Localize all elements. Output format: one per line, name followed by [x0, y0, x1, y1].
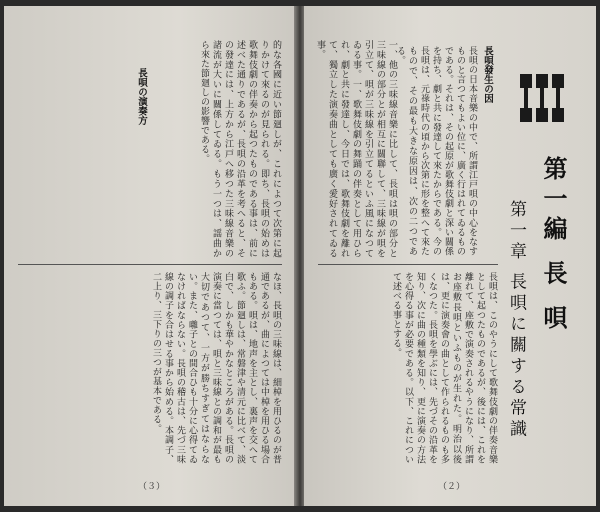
chapter-title: 第一章 長唄に關する常識	[506, 200, 526, 441]
shamisen-emblem-icon	[518, 70, 566, 126]
left-lower-text: なほ、長唄の三味線は、細棹を用ひるのが普通であるが、曲によつては中棹を用ひる場合もある。唄は、地声を主とし、裏声を交へて歌ふ。節廻しは、常磐津や清元に比べて、淡白で、しかも華やかなところがある。長唄の演奏に當つては、唄と三味線との調和が最も大切であつて、一方が勝ちすぎてはならない。また、囃子との間合ひも十分に心得てゐなければならない。長唄の稽古は、先づ三味線の調子を合はせる事から始める。本調子、二上り、三下りの三つが基本である。	[151, 272, 281, 464]
right-page-number: （２）	[438, 482, 466, 492]
right-numbered-points: 一、他の三味線音樂に比して、長唄は唄の部分と三味線の部分とが相互に關聯して、三味線が唄を引立て、唄が三味線を引立てるといふ風になつてゐる事。一、歌舞伎劇の舞踊の伴奏として用ひられ、劇と共に發達し、今日では、歌舞伎劇を離れて、獨立した演奏曲としても廣く愛好されてゐる事。	[315, 40, 397, 258]
right-upper-text: 長唄の日本音樂の中で、所謂江戸唄の中心をなすものと言つてもよい位に、廣く行はれてゐるものである。それは、その起原が歌舞伎劇と深い關係を持ち、劇と共に發達して來たからである。今の長唄は、元祿時代の頃から次第に形を整へて來たもので、その最も大きな原因は、次の二つである。	[395, 46, 477, 256]
intro-heading: 長唄發生の因	[482, 46, 493, 103]
left-divider	[18, 264, 282, 265]
left-upper-text: 的な各國に近い節廻しが、これによつて次第に起りかけて來るのが見られる。即ち、長唄の始めは歌舞伎劇の伴奏から起つたものである事は、前に述べた通りであるが、長唄の沿革を考へると、その發達には、上方から江戸へ移つた三味線音樂の諸流が大いに關係してゐる。もう一つは、謡曲から來た節廻しの影響である。	[199, 40, 281, 258]
right-page	[304, 6, 596, 506]
part-title: 第一編 長 唄	[539, 156, 568, 335]
right-divider	[318, 264, 498, 265]
left-page	[4, 6, 296, 506]
right-lower-text: 長唄は、このやうにして歌舞伎劇の伴奏音樂として起つたものであるが、後には、これを離れて、座敷で演奏されるやうになり、所謂お座敷長唄といふものが生れた。明治以後は、更に演奏會の曲として作られるものも多くなつた。長唄を學ぶには、先づその沿革を知り、次に曲の種類を知り、更に演奏の方法を心得る事が必要である。以下、これについて述べる事とする。	[391, 272, 497, 464]
book-spread	[4, 6, 596, 506]
left-subheading: 長唄の演奏方	[136, 68, 147, 125]
left-page-number: （３）	[138, 482, 166, 492]
